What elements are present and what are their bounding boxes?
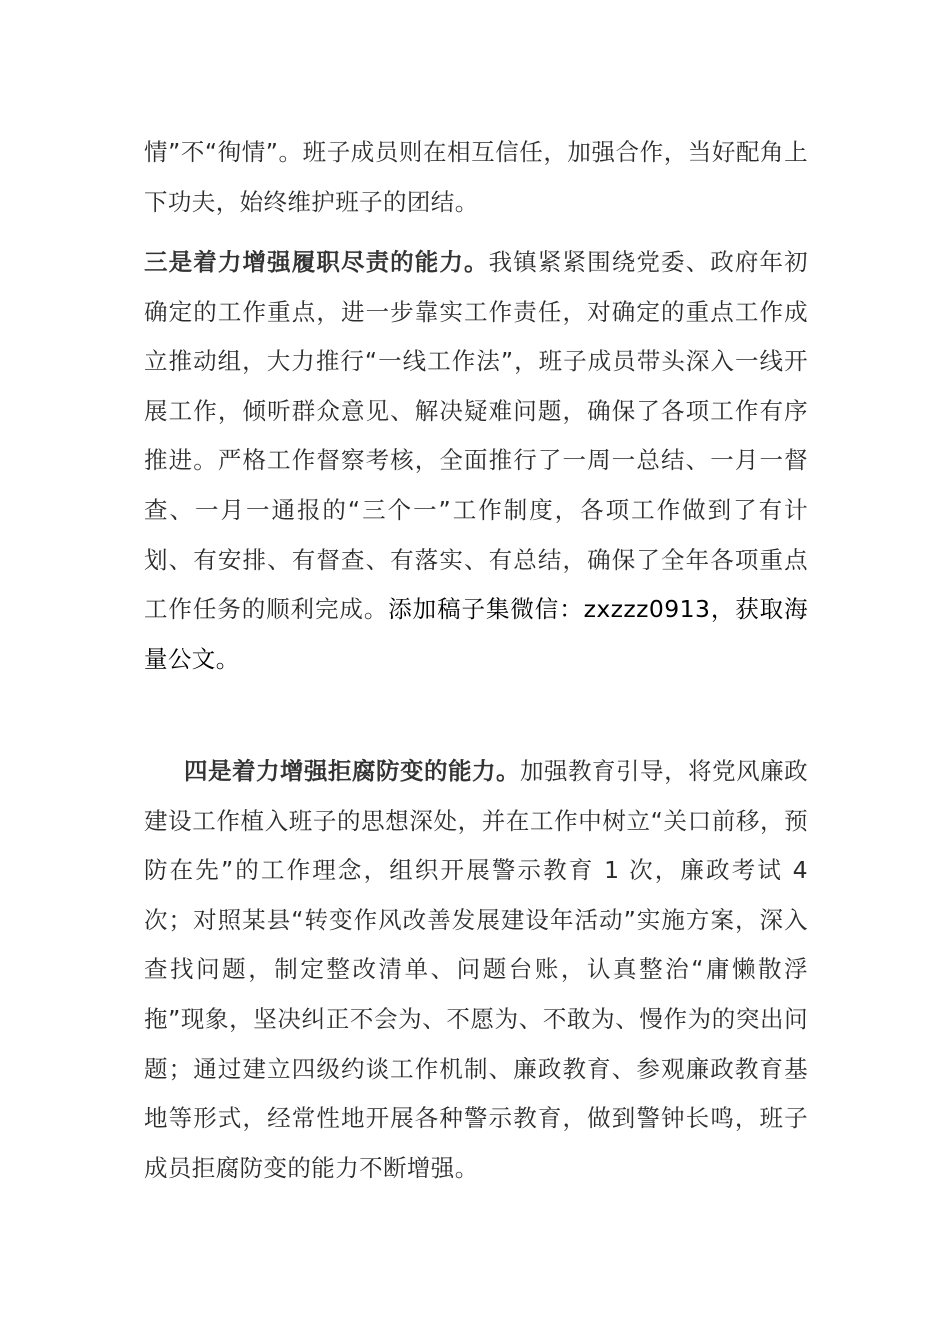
paragraph-text: 情”不“徇情”。班子成员则在相互信任，加强合作，当好配角上下功夫，始终维护班子的团结。 <box>144 138 808 216</box>
promo-text: 添加稿子集微信：zxzzz0913，获取海量公文。 <box>144 595 808 673</box>
paragraph-heading: 四是着力增强拒腐防变的能力。 <box>184 757 521 785</box>
paragraph-continuation <box>144 128 808 227</box>
paragraph-body: 我镇紧紧围绕党委、政府年初确定的工作重点，进一步靠实工作责任，对确定的重点工作成立推动组，大力推行“一线工作法”，班子成员带头深入一线开展工作，倾听群众意见、解决疑难问题，确保了各项工作有序推进。严格工作督察考核，全面推行了一周一总结、一月一督查、一月一通报的“三个一”工作制度，各项工作做到了有计划、有安排、有督查、有落实、有总结，确保了全年各项重点工作任务的顺利完成。 <box>144 248 808 624</box>
paragraph-anticorruption-capability <box>144 747 808 1193</box>
paragraph-duty-capability <box>144 238 808 684</box>
paragraph-heading: 三是着力增强履职尽责的能力。 <box>144 248 489 276</box>
paragraph-body: 加强教育引导，将党风廉政建设工作植入班子的思想深处，并在工作中树立“关口前移，预防在先”的工作理念，组织开展警示教育 1 次，廉政考试 4 次；对照某县“转变作风改善发展建设年活动”实施方案，深入查找问题，制定整改清单、问题台账，认真整治“庸懒散浮拖”现象，坚决纠正不会为、不愿为、不敢为、慢作为的突出问题；通过建立四级约谈工作机制、廉政教育、参观廉政教育基地等形式，经常性地开展各种警示教育，做到警钟长鸣，班子成员拒腐防变的能力不断增强。 <box>144 757 808 1182</box>
